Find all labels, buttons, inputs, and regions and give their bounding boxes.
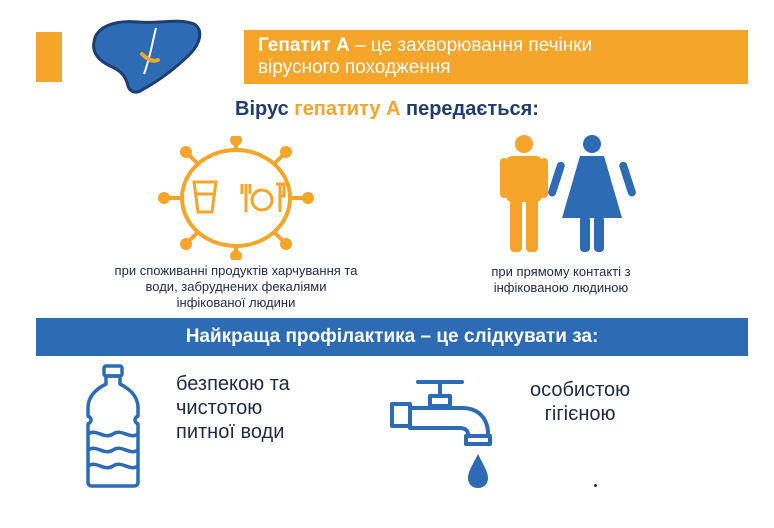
personal-hygiene-tip [530, 378, 630, 426]
food-transmission-caption [56, 263, 416, 311]
water-line3: питної води [176, 421, 285, 443]
decorative-dot [594, 484, 597, 487]
prevention-heading: Найкраща профілактика – це слідкувати за: [185, 326, 599, 347]
heading-part1: Вірус [235, 98, 295, 120]
water-line1: безпекою та [176, 373, 290, 395]
water-line2: чистотою [176, 397, 263, 419]
hygiene-line1: особистою [530, 379, 631, 401]
virus-icon [146, 136, 326, 260]
heading-part2: передається: [400, 98, 539, 120]
prevention-banner [36, 318, 748, 356]
page-title [258, 35, 738, 79]
contact-caption-line1: при прямому контакті з [491, 264, 631, 279]
title-line2: вірусного походження [258, 57, 451, 78]
food-caption-line1: при споживанні продуктів харчування та [114, 263, 358, 278]
water-safety-tip [176, 372, 290, 444]
people-icon [488, 134, 638, 254]
title-rest: – це захворювання печінки [349, 35, 593, 56]
food-caption-line2: води, забруднених фекаліями [145, 279, 327, 294]
water-bottle-icon [76, 364, 150, 488]
water-tap-icon [388, 374, 512, 490]
heading-highlight: гепатиту А [294, 98, 401, 120]
orange-accent-block [36, 32, 62, 82]
contact-transmission-caption [446, 264, 676, 296]
title-bold: Гепатит А [258, 35, 350, 56]
transmission-heading [0, 98, 774, 121]
liver-icon [86, 14, 206, 94]
hygiene-line2: гігієною [544, 403, 616, 425]
title-banner [244, 30, 748, 84]
food-caption-line3: інфікованої людини [176, 295, 296, 310]
contact-caption-line2: інфікованою людиною [493, 280, 629, 295]
